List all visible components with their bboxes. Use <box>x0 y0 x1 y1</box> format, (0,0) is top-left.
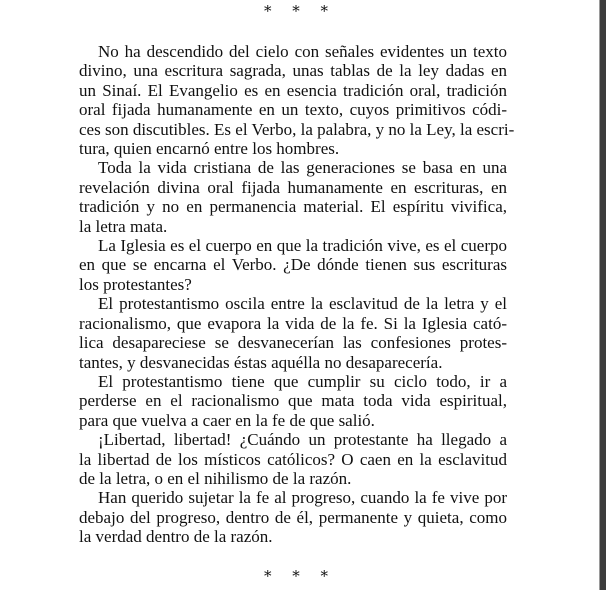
text-line: en que se encarna el Verbo. ¿De dónde tienen sus escrituras <box>79 255 507 275</box>
paragraph <box>79 236 507 294</box>
text-line: debajo del progreso, dentro de él, permanente y quieta, como <box>79 507 507 527</box>
text-line: ¡Libertad, libertad! ¿Cuándo un protestante ha llegado a <box>98 430 507 450</box>
text-line: ces son discutibles. Es el Verbo, la palabra, y no la Ley, la escri- <box>79 119 515 139</box>
page-edge-divider <box>600 0 606 590</box>
text-line: La Iglesia es el cuerpo en que la tradición vive, es el cuerpo <box>98 236 507 256</box>
text-line: lica desapareciese se desvanecerían las confesiones protes- <box>79 333 507 353</box>
text-line: tradición y no en permanencia material. El espíritu vivifica, <box>79 197 507 217</box>
paragraph <box>79 294 507 372</box>
text-line: tantes, y desvanecidas éstas aquélla no desaparecería. <box>79 352 443 372</box>
paragraph <box>79 488 507 546</box>
text-line: los protestantes? <box>79 274 192 294</box>
text-line: un Sinaí. El Evangelio es en esencia tradición oral, tradición <box>79 80 507 100</box>
text-line: No ha descendido del cielo con señales evidentes un texto <box>98 42 507 61</box>
text-line: oral fijada humanamente en un texto, cuyos primitivos códi- <box>79 100 507 120</box>
text-line: El protestantismo oscila entre la esclavitud de la letra y el <box>98 294 507 314</box>
text-line: El protestantismo tiene que cumplir su ciclo todo, ir a <box>98 371 507 391</box>
ornament-top: * * * <box>263 2 337 20</box>
text-line: la verdad dentro de la razón. <box>79 527 273 547</box>
paragraph <box>79 158 507 236</box>
text-line: tura, quien encarnó entre los hombres. <box>79 139 340 159</box>
text-line: Toda la vida cristiana de las generaciones se basa en una <box>98 158 507 178</box>
ornament-bottom: * * * <box>263 567 337 585</box>
text-line: perderse en el racionalismo que mata toda vida espiritual, <box>79 391 507 411</box>
text-line: la letra mata. <box>79 216 168 236</box>
body-text <box>79 42 515 547</box>
paragraph <box>79 42 515 159</box>
text-line: Han querido sujetar la fe al progreso, cuando la fe vive por <box>98 488 507 508</box>
paragraph <box>79 372 507 430</box>
text-line: de la letra, o en el nihilismo de la razón. <box>79 468 352 488</box>
text-line: para que vuelva a caer en la fe de que salió. <box>79 410 375 430</box>
text-line: racionalismo, que evapora la vida de la fe. Si la Iglesia cató- <box>79 313 507 333</box>
paragraph <box>79 430 507 488</box>
text-line: revelación divina oral fijada humanamente en escrituras, en <box>79 177 507 197</box>
text-line: la libertad de los místicos católicos? O caen en la esclavitud <box>79 449 507 469</box>
text-line: divino, una escritura sagrada, unas tablas de la ley dadas en <box>79 61 507 81</box>
